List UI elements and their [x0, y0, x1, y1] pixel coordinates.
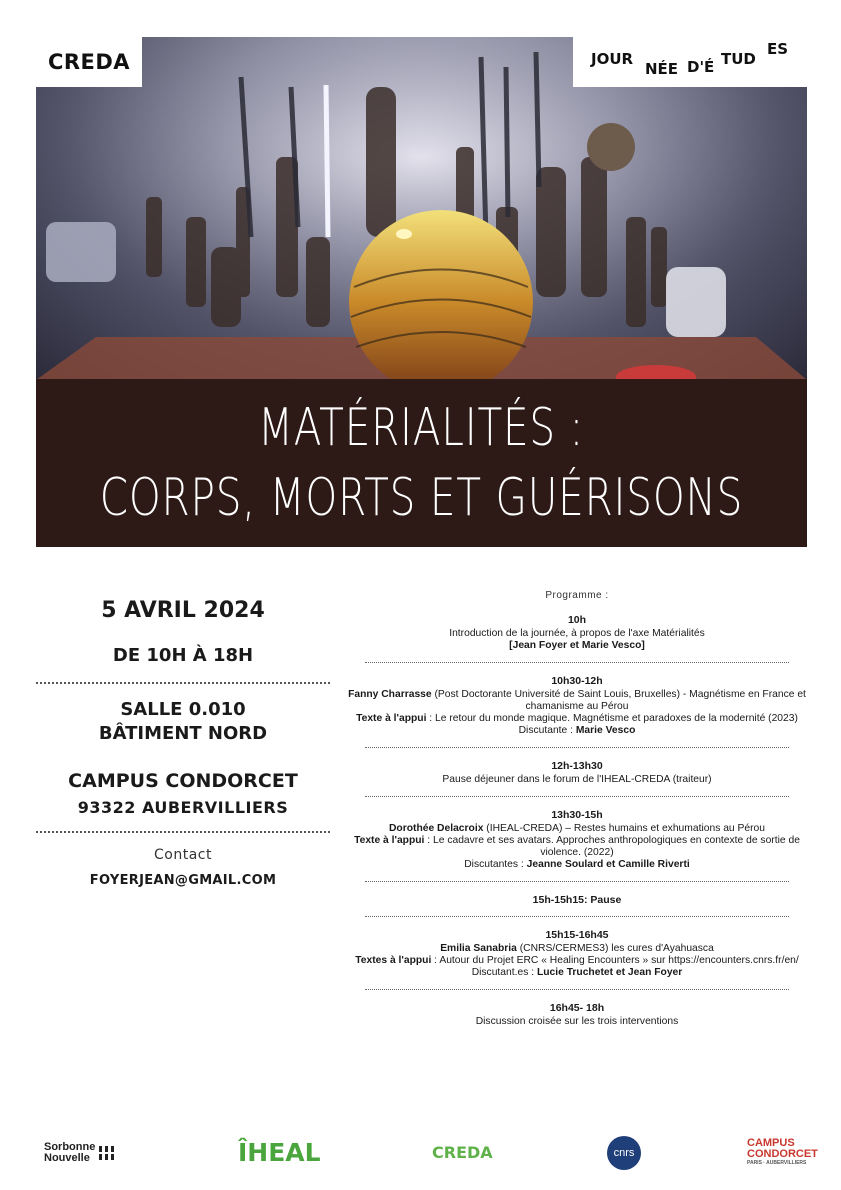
logo-text: CREDA	[432, 1143, 493, 1162]
contact-label: Contact	[154, 847, 212, 863]
room-name: SALLE 0.010	[120, 699, 246, 720]
programme-divider	[365, 916, 789, 917]
slot-text: Discutantes :	[464, 859, 527, 870]
slot-lead: Dorothée Delacroix	[389, 823, 484, 834]
creda-logo	[36, 37, 142, 87]
programme-divider	[365, 881, 789, 882]
slot-lead: Texte à l'appui	[356, 713, 427, 724]
slot-line	[347, 835, 807, 859]
divider	[36, 831, 330, 833]
iheal-logo	[238, 1130, 321, 1175]
sorbonne-bars-icon	[98, 1143, 118, 1163]
programme-heading: Programme :	[545, 590, 609, 601]
campus-name: CAMPUS CONDORCET	[68, 770, 298, 792]
slot-text: : Le retour du monde magique. Magnétisme et paradoxes de la modernité (2023)	[426, 713, 798, 724]
slot-line	[347, 967, 807, 979]
slot-line	[347, 859, 807, 871]
slot-line	[347, 1016, 807, 1028]
slot-tail: Lucie Truchetet et Jean Foyer	[536, 967, 683, 978]
slot-line	[347, 725, 807, 737]
cnrs-logo	[607, 1130, 641, 1175]
slot-time: 13h30-15h	[551, 809, 603, 821]
slot-lead: Emilia Sanabria	[440, 943, 517, 954]
slot-text: [Jean Foyer et Marie Vesco]	[509, 640, 645, 651]
slot-text: Pause déjeuner dans le forum de l'IHEAL-CREDA (traiteur)	[442, 774, 712, 785]
building-name: BÂTIMENT NORD	[98, 723, 268, 744]
creda-logo-text: CREDA	[47, 50, 131, 74]
programme-slot	[347, 929, 807, 979]
slot-text: : Autour du Projet ERC « Healing Encounters » sur https://encounters.cnrs.fr/en/	[431, 955, 799, 966]
programme-divider	[365, 796, 789, 797]
programme-slot	[347, 894, 807, 906]
logo-word-part: NÉE	[645, 60, 679, 78]
journee-detudes-logo	[573, 37, 807, 87]
slot-text: Discussion croisée sur les trois interventions	[475, 1016, 679, 1027]
slot-line	[347, 640, 807, 652]
slot-line	[347, 689, 807, 713]
programme-slot	[347, 1002, 807, 1028]
event-time: DE 10H À 18H	[112, 645, 254, 666]
slot-line	[347, 628, 807, 640]
programme-divider	[365, 989, 789, 990]
divider	[36, 682, 330, 684]
slot-line	[347, 713, 807, 725]
title-line-1: MATÉRIALITÉS :	[258, 398, 585, 458]
event-room	[36, 698, 330, 746]
programme-slots	[347, 614, 807, 1028]
slot-text: (IHEAL-CREDA) – Restes humains et exhumations au Pérou	[483, 823, 765, 834]
slot-time: 15h15-16h45	[545, 929, 609, 941]
slot-time: 15h-15h15: Pause	[532, 894, 622, 906]
slot-text: Discutante :	[518, 725, 576, 736]
slot-tail: Jeanne Soulard et Camille Riverti	[526, 859, 690, 870]
logo-text: cnrs	[613, 1146, 635, 1159]
header-photo	[36, 37, 807, 380]
slot-time: 16h45- 18h	[549, 1002, 605, 1014]
logo-word-part: ES	[767, 40, 789, 58]
event-info	[36, 590, 330, 888]
sorbonne-nouvelle-logo	[44, 1130, 118, 1175]
programme-slot	[347, 809, 807, 871]
programme-slot	[347, 614, 807, 652]
slot-lead: Fanny Charrasse	[348, 689, 432, 700]
creda-partner-logo	[432, 1130, 493, 1175]
slot-line	[347, 955, 807, 967]
slot-lead: Texte à l'appui	[354, 835, 425, 846]
slot-text: (Post Doctorante Université de Saint Louis, Bruxelles) - Magnétisme en France et chamanisme au Pérou	[431, 689, 806, 712]
programme-divider	[365, 662, 789, 663]
slot-text: : Le cadavre et ses avatars. Approches anthropologiques en contexte de sortie de violence. (2022)	[424, 835, 800, 858]
logo-text: PARIS · AUBERVILLIERS	[747, 1160, 807, 1166]
partner-logos	[0, 1130, 841, 1175]
programme-slot	[347, 760, 807, 786]
contact-email[interactable]: FOYERJEAN@GMAIL.COM	[89, 873, 277, 888]
title-line-2: CORPS, MORTS ET GUÉRISONS	[99, 468, 744, 528]
logo-text: ÎHEAL	[238, 1138, 321, 1167]
slot-line	[347, 943, 807, 955]
slot-text: Introduction de la journée, à propos de l'axe Matérialités	[449, 628, 705, 639]
logo-word-part: D'É	[687, 58, 715, 76]
title-banner	[36, 379, 807, 547]
logo-text: Nouvelle	[44, 1151, 90, 1164]
programme-slot	[347, 675, 807, 737]
logo-word-part: TUD	[721, 50, 756, 68]
logo-text: CAMPUS	[747, 1137, 795, 1149]
slot-tail: Marie Vesco	[575, 725, 636, 736]
logo-text: CONDORCET	[747, 1148, 818, 1160]
altar-objects-photo	[36, 37, 807, 380]
programme-divider	[365, 747, 789, 748]
slot-text: Discutant.es :	[471, 967, 537, 978]
logo-word-part: JOUR	[591, 50, 634, 68]
slot-time: 12h-13h30	[551, 760, 603, 772]
slot-line	[347, 823, 807, 835]
slot-text: (CNRS/CERMES3) les cures d'Ayahuasca	[516, 943, 714, 954]
slot-lead: Textes à l'appui	[355, 955, 432, 966]
campus-condorcet-logo	[747, 1130, 818, 1175]
slot-line	[347, 774, 807, 786]
slot-time: 10h30-12h	[551, 675, 603, 687]
event-date: 5 AVRIL 2024	[101, 598, 265, 623]
city-name: 93322 AUBERVILLIERS	[77, 798, 289, 817]
programme	[347, 590, 807, 1038]
slot-time: 10h	[567, 614, 587, 626]
logo-text: Sorbonne	[44, 1140, 96, 1153]
